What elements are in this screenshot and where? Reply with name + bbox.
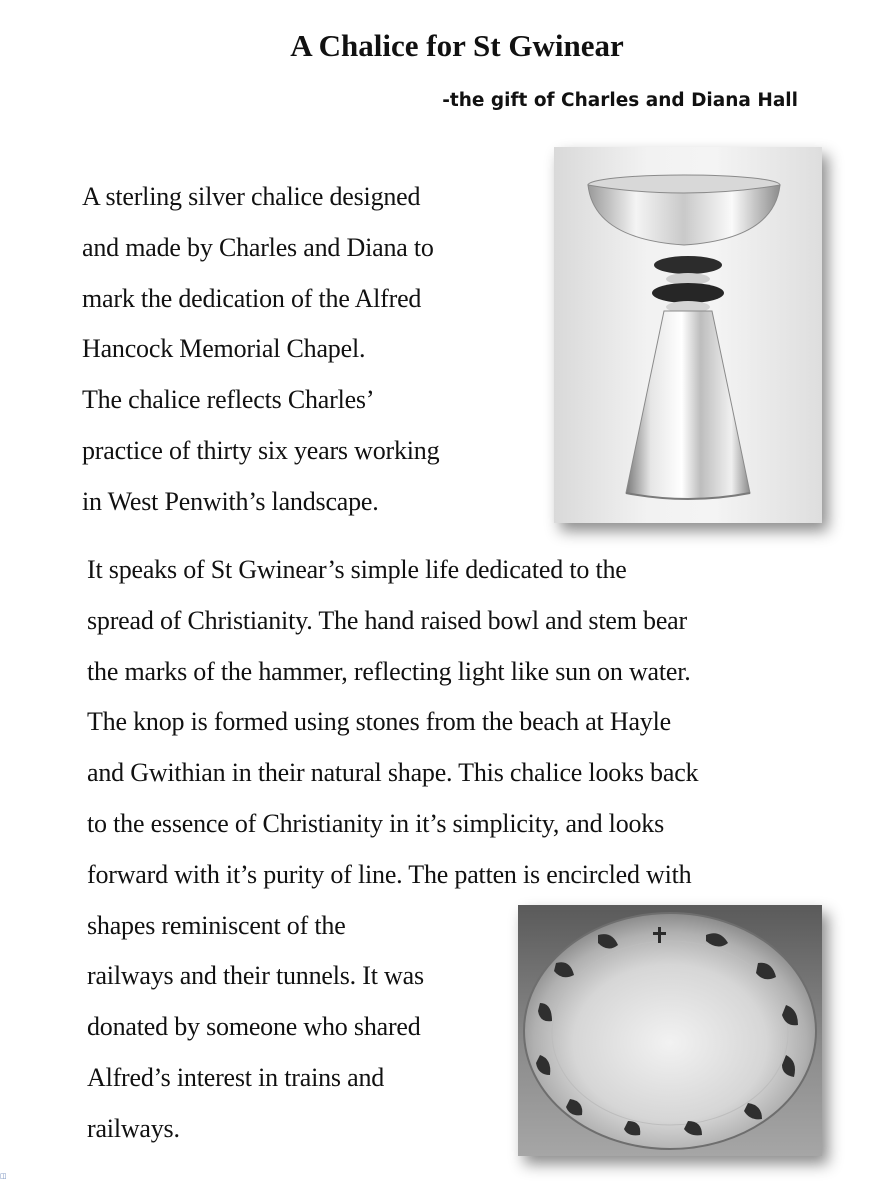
body-line: and Gwithian in their natural shape. This chalice looks back bbox=[87, 758, 699, 788]
body-line: railways. bbox=[87, 1113, 180, 1143]
intro-line: practice of thirty six years working bbox=[82, 435, 440, 465]
body-line: Alfred’s interest in trains and bbox=[87, 1062, 385, 1092]
body-line: to the essence of Christianity in it’s simplicity, and looks bbox=[87, 808, 665, 838]
intro-line: mark the dedication of the Alfred bbox=[82, 283, 422, 313]
body-line: The knop is formed using stones from the beach at Hayle bbox=[87, 707, 671, 737]
body-line: spread of Christianity. The hand raised bowl and stem bear bbox=[87, 605, 687, 635]
intro-line: Hancock Memorial Chapel. bbox=[82, 334, 366, 364]
document-subtitle: -the gift of Charles and Diana Hall bbox=[442, 90, 798, 111]
page-corner-mark: ◫ bbox=[0, 1172, 7, 1180]
chalice-photo bbox=[554, 147, 822, 523]
intro-line: A sterling silver chalice designed bbox=[82, 182, 421, 211]
document-title: A Chalice for St Gwinear bbox=[290, 28, 624, 63]
body-line: It speaks of St Gwinear’s simple life dedicated to the bbox=[87, 555, 627, 584]
intro-line: in West Penwith’s landscape. bbox=[82, 486, 379, 516]
intro-line: The chalice reflects Charles’ bbox=[82, 385, 375, 415]
patten-photo bbox=[518, 905, 822, 1156]
body-line: the marks of the hammer, reflecting light like sun on water. bbox=[87, 656, 691, 686]
intro-paragraph bbox=[82, 172, 439, 528]
intro-line: and made by Charles and Diana to bbox=[82, 232, 434, 262]
body-line: donated by someone who shared bbox=[87, 1012, 421, 1042]
body-line: forward with it’s purity of line. The patten is encircled with bbox=[87, 859, 692, 889]
body-line: railways and their tunnels. It was bbox=[87, 961, 424, 991]
body-line: shapes reminiscent of the bbox=[87, 910, 346, 940]
